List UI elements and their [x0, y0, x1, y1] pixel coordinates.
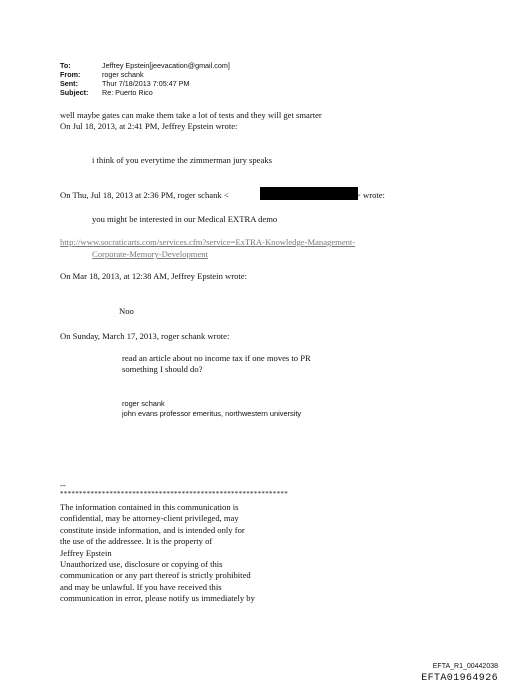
bates-number: EFTA01964926 — [421, 673, 498, 684]
disclaimer-line: the use of the addressee. It is the property of — [60, 536, 213, 547]
disclaimer-stars: ************************************************************ — [60, 490, 288, 498]
redaction-box — [260, 187, 358, 200]
quote2-header — [60, 190, 229, 201]
from-value: roger schank — [102, 70, 144, 79]
doc-id: EFTA_R1_00442038 — [432, 663, 498, 670]
sent-label: Sent: — [60, 79, 78, 88]
disclaimer-line: confidential, may be attorney-client privileged, may — [60, 513, 239, 524]
quote2-header-suffix: > wrote: — [356, 190, 385, 200]
header-sent — [60, 79, 190, 88]
disclaimer-line: communication in error, please notify us immediately by — [60, 593, 255, 604]
signature-title: john evans professor emeritus, northwestern university — [122, 409, 302, 418]
header-subject — [60, 88, 153, 97]
disclaimer-line: communication or any part thereof is strictly prohibited — [60, 570, 251, 581]
service-link-line1[interactable]: http://www.socraticarts.com/services.cfm?service=ExTRA-Knowledge-Management- — [60, 237, 356, 247]
from-label: From: — [60, 70, 81, 79]
disclaimer-line: and may be unlawful. If you have received this — [60, 581, 222, 592]
quote3-header: On Mar 18, 2013, at 12:38 AM, Jeffrey Epstein wrote: — [60, 271, 247, 281]
reply-line: well maybe gates can make them take a lot of tests and they will get smarter — [60, 110, 322, 120]
sent-value: Thur 7/18/2013 7:05:47 PM — [102, 79, 190, 88]
quote2-header-prefix: On Thu, Jul 18, 2013 at 2:36 PM, roger schank < — [60, 190, 229, 200]
quote4-header: On Sunday, March 17, 2013, roger schank wrote: — [60, 331, 230, 341]
quote3-body: Noo — [119, 306, 134, 316]
quote4-body-line2: something I should do? — [122, 364, 203, 374]
to-label: To: — [60, 61, 71, 70]
quote2-body: you might be interested in our Medical EXTRA demo — [92, 214, 278, 224]
header-from — [60, 70, 144, 79]
to-value: Jeffrey Epstein[jeevacation@gmail.com] — [102, 61, 230, 70]
disclaimer-line: The information contained in this communication is — [60, 502, 239, 512]
quote4-body-line1: read an article about no income tax if one moves to PR — [122, 353, 311, 363]
subject-label: Subject: — [60, 88, 89, 97]
disclaimer-line: Unauthorized use, disclosure or copying of this — [60, 559, 223, 570]
disclaimer-dashes: -- — [60, 480, 66, 490]
disclaimer-line: Jeffrey Epstein — [60, 547, 112, 558]
header-to — [60, 61, 230, 70]
disclaimer-line: constitute inside information, and is intended only for — [60, 524, 245, 535]
disclaimer-text — [60, 502, 255, 605]
quote1-body: i think of you everytime the zimmerman jury speaks — [92, 155, 272, 165]
service-link-line2[interactable]: Corporate-Memory-Development — [92, 249, 208, 259]
signature-name: roger schank — [122, 399, 165, 408]
quote1-header: On Jul 18, 2013, at 2:41 PM, Jeffrey Epstein wrote: — [60, 121, 238, 131]
subject-value: Re: Puerto Rico — [102, 88, 153, 97]
